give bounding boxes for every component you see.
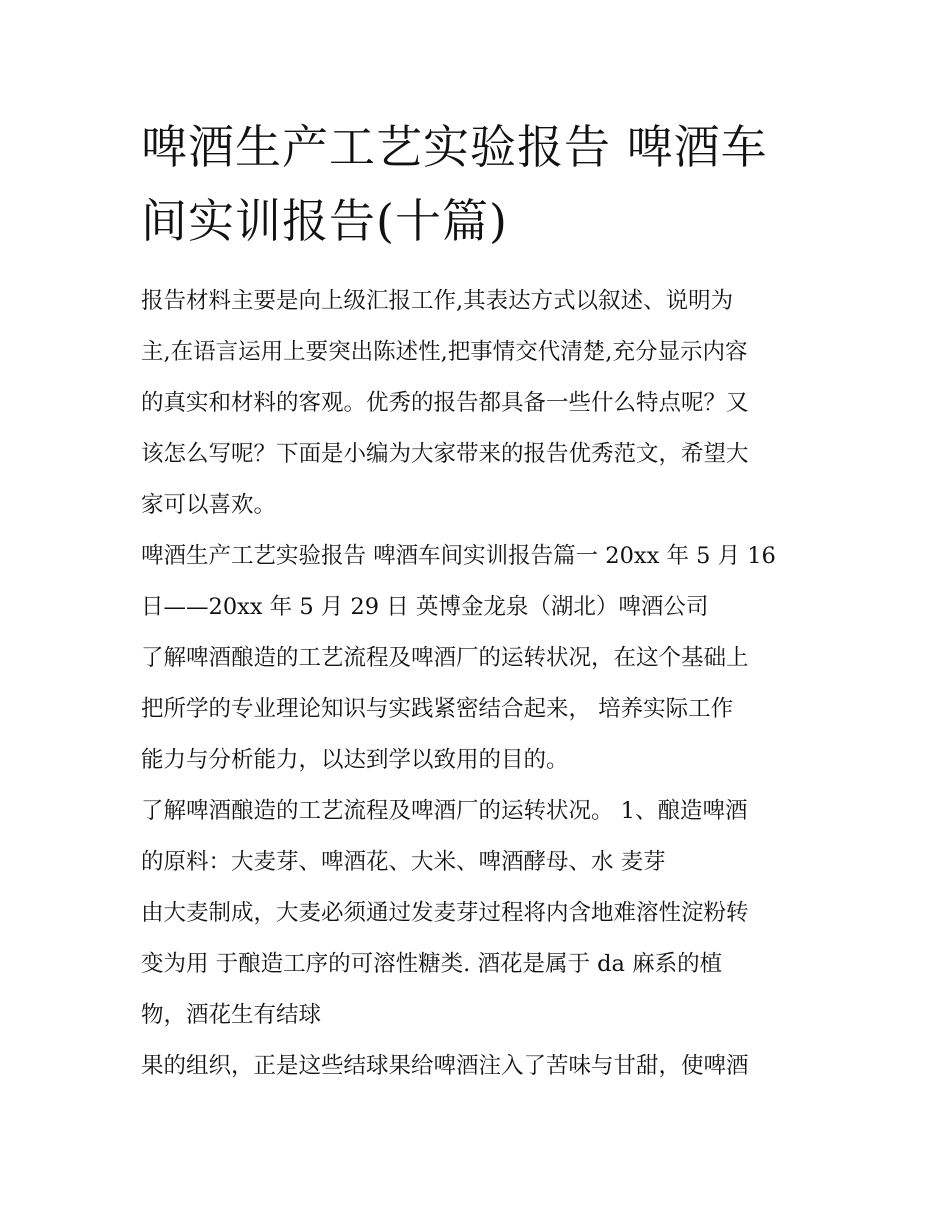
body-line: 的原料：大麦芽、啤酒花、大米、啤酒酵母、水 麦芽 xyxy=(141,849,666,875)
body-line: 的真实和材料的客观。优秀的报告都具备一些什么特点呢？又 xyxy=(141,390,749,416)
body-line: 主,在语言运用上要突出陈述性,把事情交代清楚,充分显示内容 xyxy=(141,339,748,365)
body-line: 把所学的专业理论知识与实践紧密结合起来， 培养实际工作 xyxy=(141,696,734,722)
body-line: 果的组织，正是这些结球果给啤酒注入了苦味与甘甜，使啤酒 xyxy=(141,1053,749,1079)
body-line: 该怎么写呢？下面是小编为大家带来的报告优秀范文，希望大 xyxy=(141,441,749,467)
body-line: 物，酒花生有结球 xyxy=(141,1002,322,1028)
body-line: 了解啤酒酿造的工艺流程及啤酒厂的运转状况。 1、酿造啤酒 xyxy=(141,798,748,824)
title-line: 啤酒生产工艺实验报告 啤酒车 xyxy=(141,120,768,174)
body-line: 能力与分析能力，以达到学以致用的目的。 xyxy=(141,747,569,773)
document-title xyxy=(141,110,821,258)
body-line: 由大麦制成，大麦必须通过发麦芽过程将内含地难溶性淀粉转 xyxy=(141,900,749,926)
body-line: 啤酒生产工艺实验报告 啤酒车间实训报告篇一 20xx 年 5 月 16 xyxy=(141,543,776,569)
body-line: 变为用 于酿造工序的可溶性糖类. 酒花是属于 da 麻系的植 xyxy=(141,951,723,977)
title-line: 间实训报告(十篇) xyxy=(141,194,508,248)
body-line: 日——20xx 年 5 月 29 日 英博金龙泉（湖北）啤酒公司 xyxy=(141,594,709,620)
body-line: 报告材料主要是向上级汇报工作,其表达方式以叙述、说明为 xyxy=(141,288,734,314)
body-line: 了解啤酒酿造的工艺流程及啤酒厂的运转状况，在这个基础上 xyxy=(141,645,749,671)
body-line: 家可以喜欢。 xyxy=(141,492,277,518)
document-body xyxy=(141,276,821,1092)
